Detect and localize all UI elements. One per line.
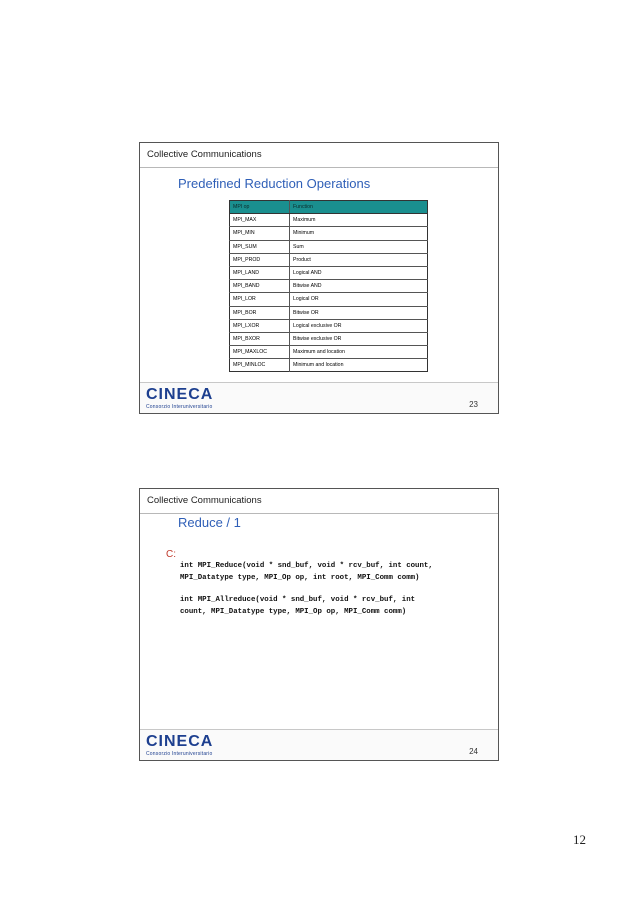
- reduction-ops-table: [229, 200, 428, 372]
- function-cell: Maximum and location: [290, 346, 428, 359]
- function-cell: Logical exclusive OR: [290, 319, 428, 332]
- table-row: [230, 240, 428, 253]
- table-row: [230, 332, 428, 345]
- page-number: 12: [573, 832, 586, 847]
- section-label: Collective Communications: [147, 495, 262, 506]
- section-label: Collective Communications: [147, 149, 262, 160]
- language-label: C:: [166, 549, 176, 560]
- table-row: [230, 227, 428, 240]
- table-row: [230, 266, 428, 279]
- logo-subtext: Consorzio Interuniversitario: [146, 404, 213, 410]
- logo-text: CINECA: [146, 386, 214, 403]
- mpi-op-cell: MPI_MIN: [230, 227, 290, 240]
- slide-title: Reduce / 1: [178, 515, 241, 530]
- slide-footer: [140, 729, 498, 760]
- mpi-op-cell: MPI_SUM: [230, 240, 290, 253]
- mpi-op-cell: MPI_MAX: [230, 214, 290, 227]
- slide-header: [140, 489, 498, 514]
- mpi-op-cell: MPI_LAND: [230, 266, 290, 279]
- mpi-op-cell: MPI_LOR: [230, 293, 290, 306]
- slide-number: 23: [469, 400, 478, 409]
- slide-24: [139, 488, 499, 761]
- table-row: [230, 319, 428, 332]
- function-cell: Minimum and location: [293, 362, 344, 369]
- cineca-logo: [146, 734, 213, 757]
- function-cell: Logical AND: [290, 266, 428, 279]
- mpi-op-cell: MPI_BAND: [230, 280, 290, 293]
- slide-footer: [140, 382, 498, 413]
- function-cell: Product: [290, 253, 428, 266]
- table-row: [230, 253, 428, 266]
- mpi-op-cell: MPI_MINLOC: [230, 359, 290, 372]
- table-row: [230, 346, 428, 359]
- table-row: [230, 306, 428, 319]
- table-row: [230, 280, 428, 293]
- cineca-logo: [146, 387, 213, 410]
- slide-title: Predefined Reduction Operations: [178, 176, 371, 191]
- function-cell: Minimum: [290, 227, 428, 240]
- table-row: [230, 359, 428, 372]
- code-mpi-allreduce: int MPI_Allreduce(void * snd_buf, void * rcv_buf, int count, MPI_Datatype type, MPI_Op op, MPI_Comm comm): [180, 596, 416, 616]
- code-mpi-reduce: int MPI_Reduce(void * snd_buf, void * rcv_buf, int count, MPI_Datatype type, MPI_Op op, int root, MPI_Comm comm): [180, 562, 433, 582]
- slide-23: [139, 142, 499, 414]
- mpi-op-cell: MPI_BXOR: [230, 332, 290, 345]
- function-cell: Bitwise AND: [290, 280, 428, 293]
- slide-header: [140, 143, 498, 168]
- mpi-op-cell: MPI_PROD: [230, 253, 290, 266]
- mpi-op-cell: MPI_BOR: [230, 306, 290, 319]
- mpi-op-cell: MPI_MAXLOC: [230, 346, 290, 359]
- column-header: MPI op: [230, 201, 290, 214]
- mpi-op-cell: MPI_LXOR: [230, 319, 290, 332]
- function-cell: Sum: [290, 240, 428, 253]
- slide-number: 24: [469, 747, 478, 756]
- column-header: Function: [290, 201, 428, 214]
- function-cell: Maximum: [290, 214, 428, 227]
- table-header-row: [230, 201, 428, 214]
- table-body: [230, 214, 428, 372]
- function-cell: Bitwise OR: [290, 306, 428, 319]
- logo-text: CINECA: [146, 733, 214, 750]
- function-cell: Bitwise exclusive OR: [290, 332, 428, 345]
- table-row: [230, 293, 428, 306]
- function-cell: Logical OR: [290, 293, 428, 306]
- table-row: [230, 214, 428, 227]
- logo-subtext: Consorzio Interuniversitario: [146, 751, 213, 757]
